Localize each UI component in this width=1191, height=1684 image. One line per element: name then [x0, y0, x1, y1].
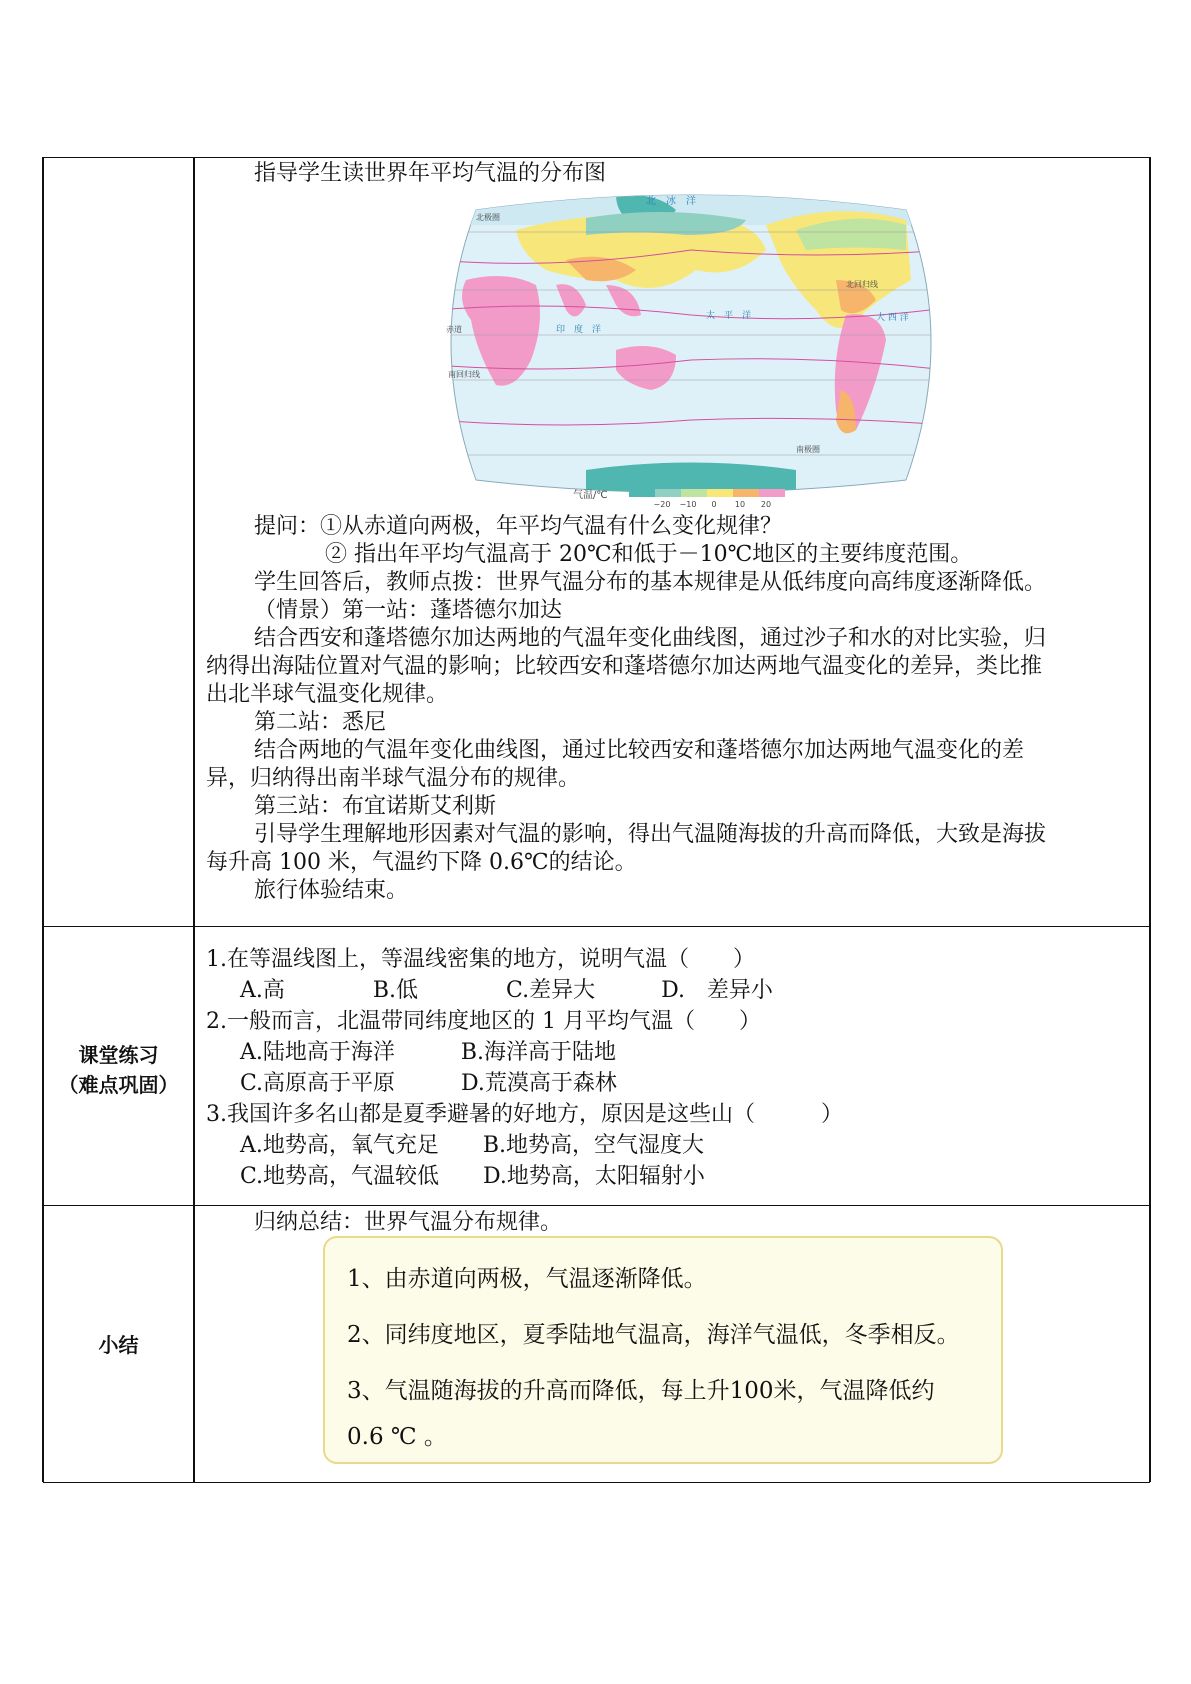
exercise-1: 1.在等温线图上，等温线密集的地方，说明气温（ ）: [206, 947, 755, 972]
legend-tick: −20: [653, 500, 671, 509]
exercise-2: 2.一般而言，北温带同纬度地区的 1 月平均气温（ ）: [206, 1009, 761, 1034]
table-border-right: [1149, 157, 1151, 1482]
station-1-text-2: 纳得出海陆位置对气温的影响；比较西安和蓬塔德尔加达两地气温变化的差异，类比推: [206, 654, 1043, 679]
label-pacific-ocean: 太 平 洋: [706, 311, 752, 321]
summary-box: [323, 1236, 1003, 1464]
legend-ticks: [629, 500, 785, 509]
station-2-text-1: 结合两地的气温年变化曲线图，通过比较西安和蓬塔德尔加达两地气温变化的差: [254, 738, 1025, 763]
practice-label-line-2: （难点巩固）: [58, 1073, 179, 1097]
station-3-title: 第三站：布宜诺斯艾利斯: [254, 794, 497, 819]
question-2: ② 指出年平均气温高于 20℃和低于－10℃地区的主要纬度范围。: [325, 542, 973, 567]
summary-intro: 归纳总结：世界气温分布规律。: [254, 1210, 563, 1235]
teacher-answer: 学生回答后，教师点拨：世界气温分布的基本规律是从低纬度向高纬度逐渐降低。: [254, 570, 1047, 595]
station-1-text-3: 出北半球气温变化规律。: [206, 682, 449, 707]
summary-label: 小结: [98, 1333, 139, 1357]
exercise-2-options-2: C.高原高于平原 D.荒漠高于森林: [240, 1071, 617, 1096]
station-1-text-1: 结合西安和蓬塔德尔加达两地的气温年变化曲线图，通过沙子和水的对比实验，归: [254, 626, 1047, 651]
exercise-2-options-1: A.陆地高于海洋 B.海洋高于陆地: [240, 1040, 617, 1065]
legend-tick: 10: [734, 500, 746, 509]
label-atlantic: 大 西 洋: [876, 313, 909, 323]
label-antarctic-circle: 南极圈: [796, 445, 820, 454]
summary-item-2: 2、同纬度地区，夏季陆地气温高，海洋气温低，冬季相反。: [347, 1322, 960, 1348]
station-1-title: （情景）第一站：蓬塔德尔加达: [254, 598, 563, 623]
station-3-text-1: 引导学生理解地形因素对气温的影响，得出气温随海拔的升高而降低，大致是海拔: [254, 822, 1047, 847]
table-border-bottom: [43, 1482, 1150, 1483]
label-tropic-capricorn: 南回归线: [448, 370, 480, 379]
label-indian-ocean: 印 度 洋: [556, 325, 602, 335]
table-border-top: [43, 157, 1150, 158]
table-border-left: [42, 157, 44, 1482]
map-intro: 指导学生读世界年平均气温的分布图: [254, 161, 607, 186]
station-2-title: 第二站：悉尼: [254, 710, 387, 735]
summary-item-3a: 3、气温随海拔的升高而降低，每上升100米，气温降低约: [347, 1378, 935, 1404]
exercise-1-options: A.高 B.低 C.差异大 D. 差异小: [240, 978, 773, 1003]
table-border-column: [193, 157, 195, 1482]
label-arctic-circle: 北极圈: [476, 213, 500, 222]
question-1: 提问：①从赤道向两极，年平均气温有什么变化规律？: [254, 514, 783, 539]
label-arctic-ocean: 北 冰 洋: [646, 196, 696, 207]
world-temperature-map: [436, 190, 946, 495]
summary-item-1: 1、由赤道向两极，气温逐渐降低。: [347, 1266, 707, 1292]
station-2-text-2: 异，归纳得出南半球气温分布的规律。: [206, 766, 581, 791]
label-equator: 赤道: [446, 325, 462, 334]
practice-label-line-1: 课堂练习: [78, 1043, 159, 1067]
legend-color-bar: [629, 489, 785, 497]
table-border-row2: [43, 1205, 1150, 1206]
exercise-3-options-1: A.地势高，氧气充足 B.地势高，空气湿度大: [240, 1133, 705, 1158]
label-tropic-cancer: 北回归线: [846, 280, 878, 289]
legend-tick: −10: [679, 500, 697, 509]
exercise-3: 3.我国许多名山都是夏季避暑的好地方，原因是这些山（ ）: [206, 1102, 843, 1127]
journey-end: 旅行体验结束。: [254, 878, 409, 903]
table-border-row1: [43, 926, 1150, 927]
legend-tick: 20: [760, 500, 772, 509]
station-3-text-2: 每升高 100 米，气温约下降 0.6℃的结论。: [206, 850, 637, 875]
summary-item-3b: 0.6 ℃ 。: [347, 1424, 447, 1450]
legend-tick: 0: [711, 500, 717, 509]
legend-title: 气温/℃: [573, 490, 608, 501]
exercise-3-options-2: C.地势高，气温较低 D.地势高，太阳辐射小: [240, 1164, 705, 1189]
